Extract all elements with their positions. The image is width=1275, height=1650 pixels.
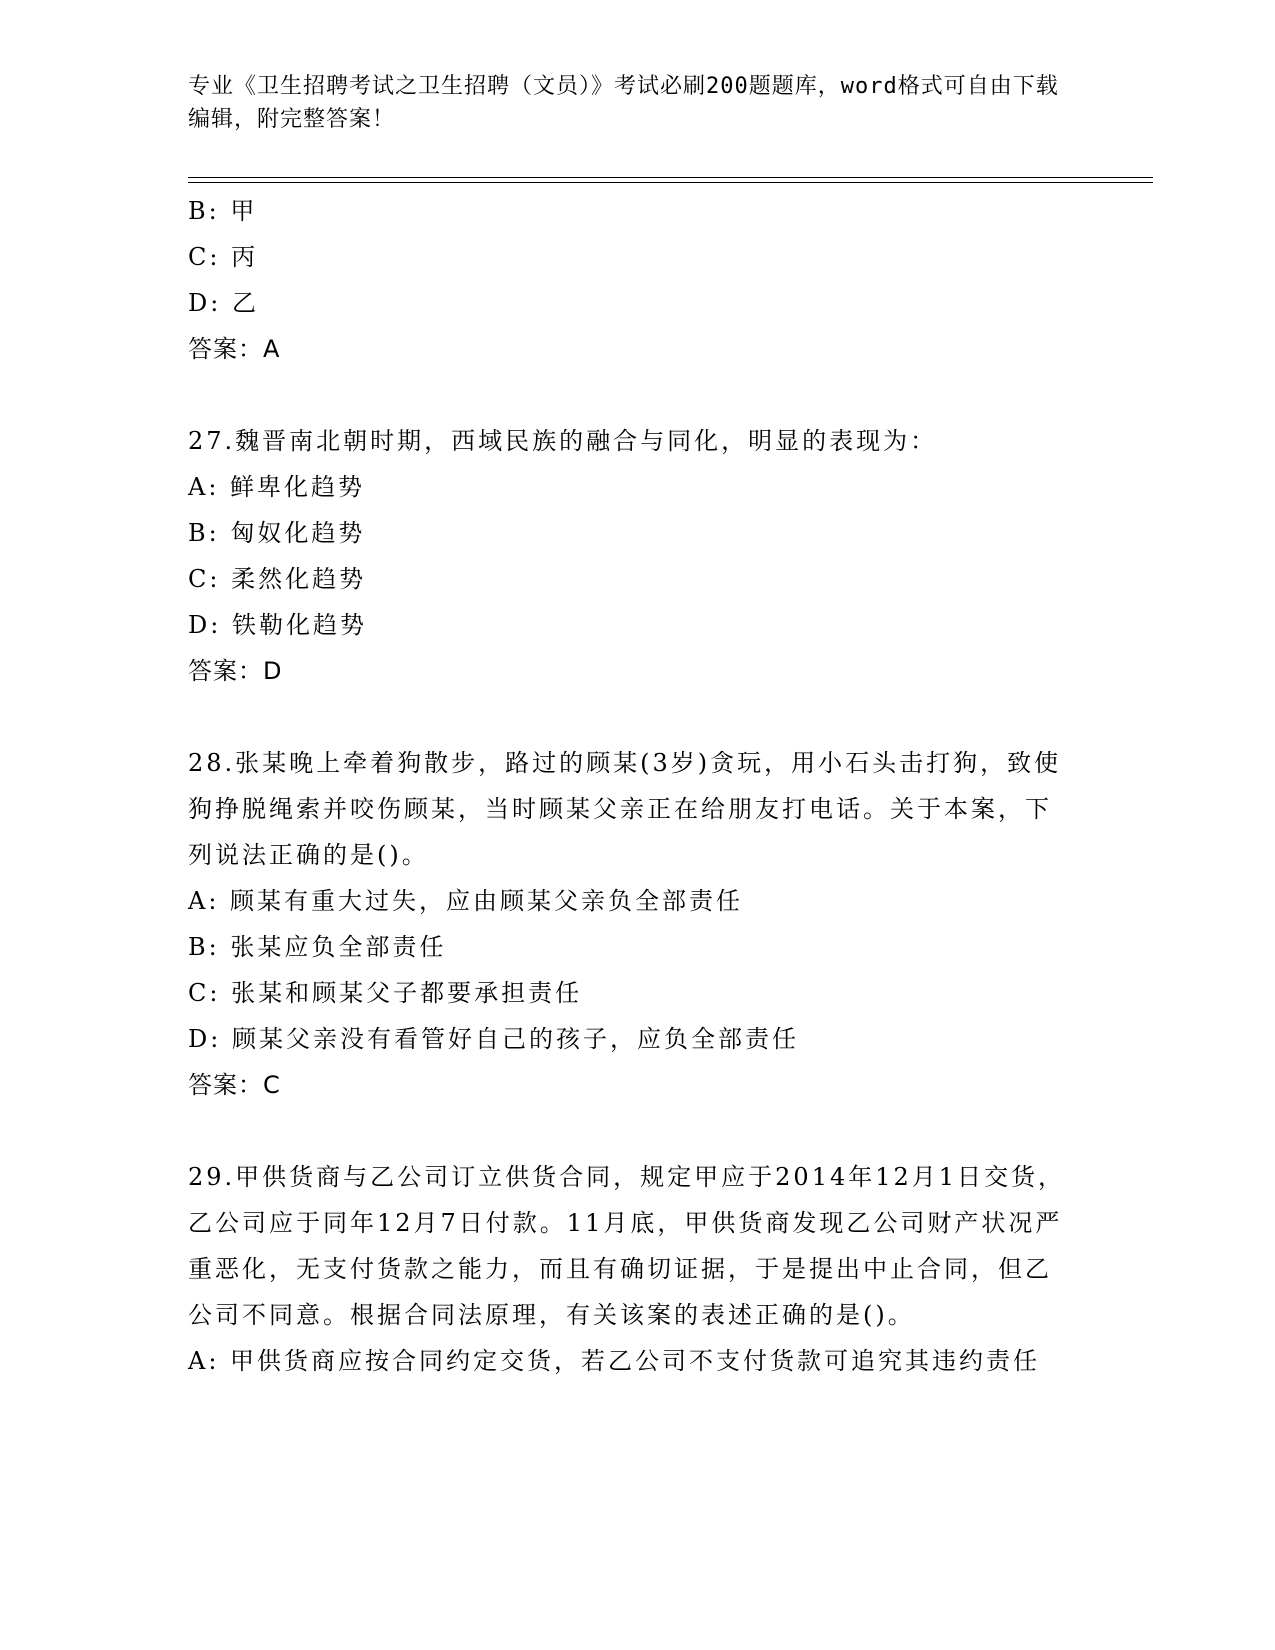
option-b: B: 匈奴化趋势 [188,519,366,547]
option-d: D: 乙 [188,289,259,317]
question-27 [188,418,1068,694]
question-stem: 29.甲供货商与乙公司订立供货合同，规定甲应于2014年12月1日交货，乙公司应于同年12月7日付款。11月底，甲供货商发现乙公司财产状况严重恶化，无支付货款之能力，而且有确切证据，于是提出中止合同，但乙公司不同意。根据合同法原理，有关该案的表述正确的是()。 [188,1163,1066,1329]
option-b: B: 张某应负全部责任 [188,933,447,961]
question-stem: 27.魏晋南北朝时期，西域民族的融合与同化，明显的表现为： [188,427,938,455]
question-content [188,188,1068,1384]
option-d: D: 顾某父亲没有看管好自己的孩子，应负全部责任 [188,1025,799,1053]
question-stem: 28.张某晚上牵着狗散步，路过的顾某(3岁)贪玩，用小石头击打狗，致使狗挣脱绳索并咬伤顾某，当时顾某父亲正在给朋友打电话。关于本案，下列说法正确的是()。 [188,749,1062,869]
option-a: A: 鲜卑化趋势 [188,473,366,501]
option-a: A: 甲供货商应按合同约定交货，若乙公司不支付货款可追究其违约责任 [188,1347,1041,1375]
question-28 [188,740,1068,1108]
header-divider-top [188,177,1153,178]
option-a: A: 顾某有重大过失，应由顾某父亲负全部责任 [188,887,744,915]
question-29 [188,1154,1068,1384]
spacer [188,372,1068,418]
answer: 答案：C [188,1071,281,1099]
spacer [188,1108,1068,1154]
option-d: D: 铁勒化趋势 [188,611,367,639]
spacer [188,694,1068,740]
option-c: C: 张某和顾某父子都要承担责任 [188,979,583,1007]
answer: 答案：A [188,335,281,363]
document-header: 专业《卫生招聘考试之卫生招聘（文员）》考试必刷200题题库，word格式可自由下载编辑，附完整答案！ [188,74,1059,132]
option-b: B: 甲 [188,197,258,225]
option-c: C: 柔然化趋势 [188,565,367,593]
previous-question [188,188,1068,372]
option-c: C: 丙 [188,243,259,271]
header-divider-bottom [188,182,1153,183]
answer: 答案：D [188,657,283,685]
